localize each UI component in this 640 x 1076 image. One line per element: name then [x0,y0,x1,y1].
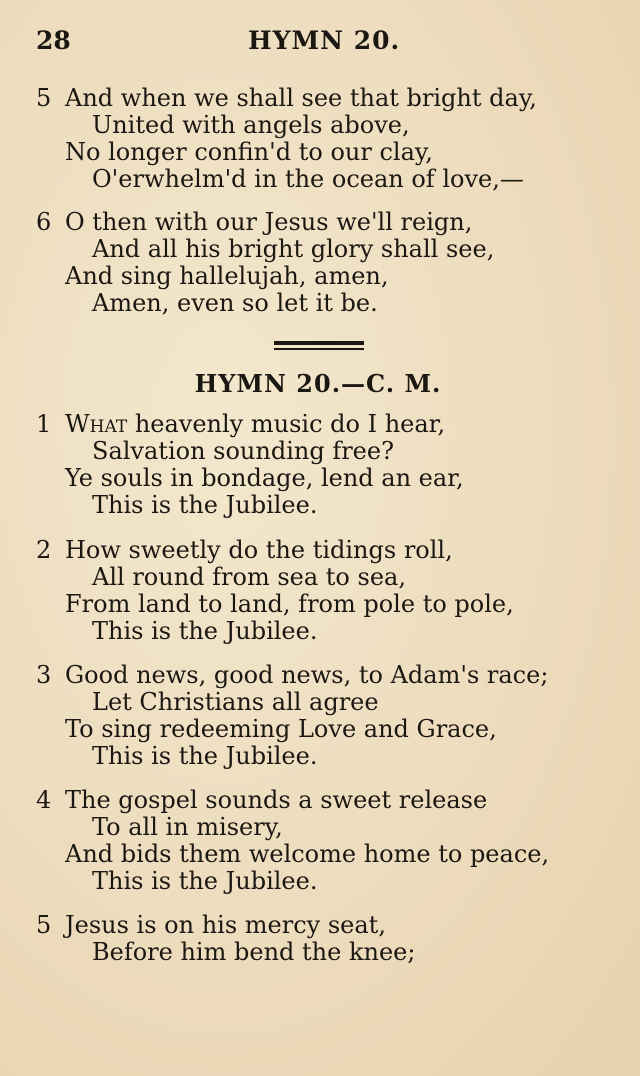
verse-line: And all his bright glory shall see, [92,235,495,263]
verse-line: Good news, good news, to Adam's race; [65,661,549,689]
verse-line: O'erwhelm'd in the ocean of love,— [92,165,524,193]
verse-line: Amen, even so let it be. [92,289,378,317]
verse-line: From land to land, from pole to pole, [65,590,514,618]
verse-line: Salvation sounding free? [92,437,394,465]
stanza-5 [36,912,626,966]
stanza-prev-6 [36,209,626,317]
verse-line: The gospel sounds a sweet release [65,786,488,814]
stanza-number: 4 [36,786,52,814]
verse-line: What heavenly music do I hear, [65,410,446,438]
verse-line: United with angels above, [92,111,410,139]
verse-line: This is the Jubilee. [92,491,318,519]
verse-line: This is the Jubilee. [92,617,318,645]
verse-line: And sing hallelujah, amen, [65,262,389,290]
verse-line: Jesus is on his mercy seat, [65,911,386,939]
verse-line: And when we shall see that bright day, [65,84,537,112]
stanza-4 [36,787,626,895]
verse-line: To all in misery, [92,813,283,841]
stanza-number: 5 [36,911,52,939]
page-number: 28 [36,26,71,55]
drop-word: What [65,410,128,438]
verse-line: To sing redeeming Love and Grace, [65,715,497,743]
section-divider [274,341,364,350]
verse-line: And bids them welcome home to peace, [65,840,550,868]
hymn-heading: HYMN 20.—C. M. [194,369,442,398]
verse-line: All round from sea to sea, [92,563,406,591]
stanza-number: 5 [36,84,52,112]
stanza-prev-5 [36,85,626,193]
verse-line: This is the Jubilee. [92,742,318,770]
verse-line: This is the Jubilee. [92,867,318,895]
running-title: HYMN 20. [248,26,401,55]
stanza-2 [36,537,626,645]
stanza-number: 3 [36,661,52,689]
stanza-3 [36,662,626,770]
verse-line: Ye souls in bondage, lend an ear, [65,464,464,492]
verse-line: O then with our Jesus we'll reign, [65,208,473,236]
stanza-number: 1 [36,410,52,438]
verse-line: No longer confin'd to our clay, [65,138,433,166]
verse-line: Let Christians all agree [92,688,379,716]
stanza-number: 6 [36,208,52,236]
stanza-1 [36,411,626,519]
page-header [36,26,620,58]
verse-line: How sweetly do the tidings roll, [65,536,453,564]
stanza-number: 2 [36,536,52,564]
verse-line: Before him bend the knee; [92,938,416,966]
